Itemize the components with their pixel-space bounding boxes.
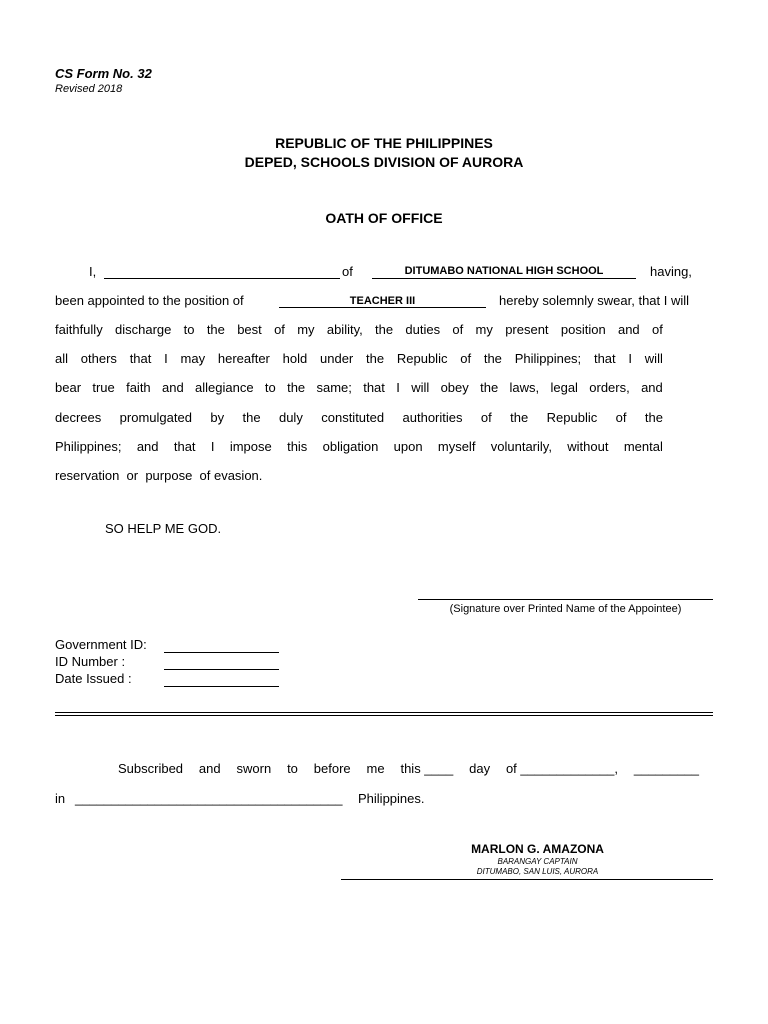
oath-swear: hereby solemnly swear, that I will xyxy=(499,293,690,308)
oath-word: present xyxy=(505,322,549,337)
school-blank[interactable] xyxy=(372,278,636,279)
oath-word: of xyxy=(274,322,285,337)
oath-word: myself xyxy=(437,439,476,454)
subscribed-word: sworn xyxy=(236,761,272,776)
oath-word: I xyxy=(164,351,168,366)
signature-caption: (Signature over Printed Name of the Appointee) xyxy=(449,603,682,615)
oath-word: mental xyxy=(623,439,663,454)
oath-word: and xyxy=(136,439,159,454)
position-blank[interactable] xyxy=(279,307,486,308)
oath-word: authorities xyxy=(402,410,463,425)
oath-word: the xyxy=(242,410,261,425)
oath-word: Republic xyxy=(546,410,598,425)
subscribed-word: of _____________, xyxy=(505,761,619,776)
divider-top xyxy=(55,712,713,713)
oath-word: voluntarily, xyxy=(490,439,552,454)
oath-line xyxy=(55,351,663,366)
so-help-me-god: SO HELP ME GOD. xyxy=(105,521,222,536)
oath-word: faith xyxy=(126,380,151,395)
oath-word: under xyxy=(320,351,354,366)
oath-line xyxy=(55,322,663,337)
oath-word: that xyxy=(363,380,385,395)
government-id-field[interactable] xyxy=(164,652,279,653)
oath-word: promulgated xyxy=(119,410,192,425)
oath-word: position xyxy=(560,322,606,337)
subscribed-word: to xyxy=(287,761,298,776)
official-name: MARLON G. AMAZONA xyxy=(471,842,604,856)
subscribed-word: day xyxy=(469,761,491,776)
oath-word: and xyxy=(641,380,663,395)
header-division: DEPED, SCHOOLS DIVISION OF AURORA xyxy=(244,154,524,170)
oath-word: I xyxy=(628,351,633,366)
subscribed-line xyxy=(118,761,699,776)
oath-line xyxy=(55,380,663,395)
oath-word: may xyxy=(180,351,206,366)
subscribed-word: this ____ xyxy=(400,761,454,776)
oath-word: hold xyxy=(282,351,308,366)
oath-word: the xyxy=(287,380,306,395)
oath-word: true xyxy=(92,380,115,395)
oath-word: the xyxy=(483,351,502,366)
oath-line xyxy=(55,439,663,454)
signature-line[interactable] xyxy=(418,599,713,600)
oath-word: the xyxy=(366,351,385,366)
oath-word: all xyxy=(55,351,69,366)
place-blank[interactable]: _____________________________________ xyxy=(75,791,343,806)
oath-word: faithfully xyxy=(55,322,103,337)
oath-word: duties xyxy=(405,322,441,337)
oath-word: the xyxy=(375,322,394,337)
id-number-label: ID Number : xyxy=(55,654,126,669)
oath-word: best xyxy=(237,322,262,337)
page-title: OATH OF OFFICE xyxy=(325,210,443,226)
oath-word: this xyxy=(287,439,308,454)
oath-word: decrees xyxy=(55,410,102,425)
official-title: BARANGAY CAPTAIN xyxy=(497,857,578,866)
oath-word: Philippines; xyxy=(514,351,582,366)
oath-word: to xyxy=(264,380,276,395)
oath-word: impose xyxy=(229,439,272,454)
oath-word: my xyxy=(475,322,493,337)
oath-word: that xyxy=(173,439,196,454)
oath-word: of xyxy=(480,410,492,425)
oath-word: the xyxy=(206,322,225,337)
oath-word: and xyxy=(162,380,184,395)
oath-word: upon xyxy=(393,439,423,454)
oath-word: the xyxy=(510,410,529,425)
subscribed-word: and xyxy=(198,761,221,776)
oath-word: the xyxy=(644,410,663,425)
oath-word: by xyxy=(210,410,225,425)
oath-last-line: reservation or purpose of evasion. xyxy=(55,468,263,483)
oath-word: obligation xyxy=(322,439,379,454)
date-issued-field[interactable] xyxy=(164,686,279,687)
oath-word: legal xyxy=(550,380,578,395)
form-number: CS Form No. 32 xyxy=(55,66,152,81)
oath-word: discharge xyxy=(115,322,172,337)
oath-i: I, xyxy=(89,264,97,279)
oath-word: obey xyxy=(440,380,469,395)
oath-word: same; xyxy=(316,380,352,395)
subscribed-word: _________ xyxy=(633,761,699,776)
official-location: DITUMABO, SAN LUIS, AURORA xyxy=(476,867,599,876)
form-revised: Revised 2018 xyxy=(55,83,123,95)
oath-word: the xyxy=(480,380,499,395)
oath-word: hereafter xyxy=(217,351,270,366)
oath-word: laws, xyxy=(509,380,540,395)
oath-word: orders, xyxy=(589,380,630,395)
name-blank[interactable] xyxy=(104,278,340,279)
oath-word: of xyxy=(460,351,472,366)
oath-having: having, xyxy=(650,264,692,279)
oath-word: and xyxy=(617,322,640,337)
oath-word: allegiance xyxy=(195,380,254,395)
oath-word: of xyxy=(651,322,663,337)
oath-word: my xyxy=(297,322,315,337)
oath-word: I xyxy=(210,439,215,454)
oath-word: duly xyxy=(278,410,303,425)
date-issued-label: Date Issued : xyxy=(55,671,132,686)
header-republic: REPUBLIC OF THE PHILIPPINES xyxy=(275,135,493,151)
subscribed-word: before xyxy=(313,761,351,776)
oath-word: ability, xyxy=(326,322,363,337)
oath-word: of xyxy=(452,322,464,337)
oath-word: to xyxy=(183,322,195,337)
school-value: DITUMABO NATIONAL HIGH SCHOOL xyxy=(404,265,604,277)
oath-word: will xyxy=(644,351,663,366)
oath-word: without xyxy=(567,439,609,454)
subscribed-philippines: Philippines. xyxy=(358,791,425,806)
subscribed-word: me xyxy=(366,761,385,776)
official-signature-line xyxy=(341,879,713,880)
oath-appointed: been appointed to the position of xyxy=(55,293,244,308)
oath-of: of xyxy=(342,264,353,279)
oath-word: Philippines; xyxy=(55,439,122,454)
divider-bottom xyxy=(55,715,713,716)
oath-word: constituted xyxy=(321,410,385,425)
id-number-field[interactable] xyxy=(164,669,279,670)
oath-word: others xyxy=(80,351,117,366)
subscribed-word: Subscribed xyxy=(118,761,184,776)
position-value: TEACHER III xyxy=(349,295,416,307)
oath-line xyxy=(55,410,663,425)
oath-word: will xyxy=(411,380,430,395)
oath-word: Republic xyxy=(396,351,448,366)
subscribed-in: in xyxy=(55,791,66,806)
oath-word: that xyxy=(593,351,616,366)
oath-word: I xyxy=(396,380,400,395)
government-id-label: Government ID: xyxy=(55,637,147,652)
oath-word: that xyxy=(129,351,152,366)
oath-word: of xyxy=(615,410,627,425)
oath-word: bear xyxy=(55,380,82,395)
